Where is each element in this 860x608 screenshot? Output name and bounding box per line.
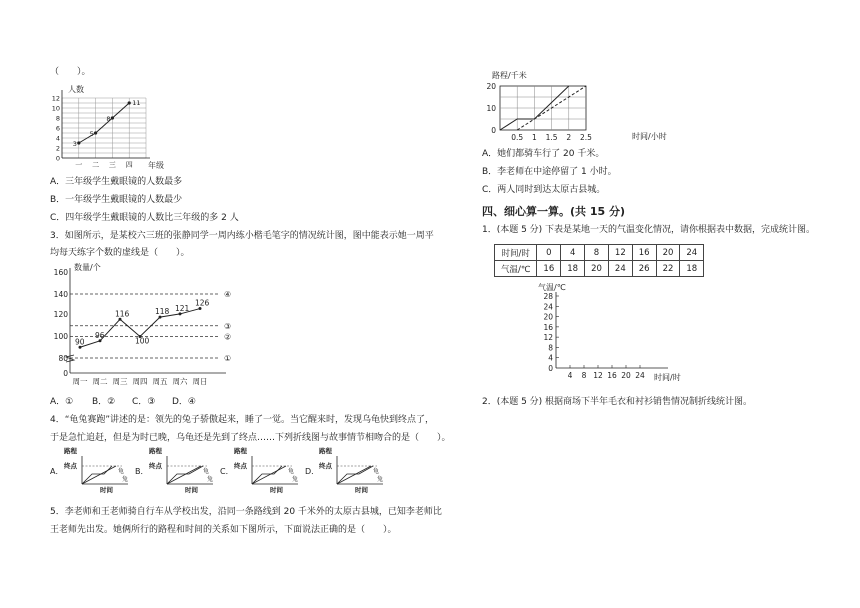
temperature-blank-chart bbox=[536, 282, 696, 382]
reference-line-label: ④ bbox=[224, 290, 232, 299]
x-tick-label: 三 bbox=[108, 161, 116, 169]
graph-xlabel: 时间 bbox=[355, 486, 368, 494]
data-point bbox=[94, 131, 97, 134]
y-tick-label: 0 bbox=[55, 154, 60, 163]
q5-option-a: A．她们都骑车行了 20 千米。 bbox=[482, 149, 605, 159]
x-tick-label: 一 bbox=[75, 161, 83, 169]
y-tick-label: 12 bbox=[543, 333, 553, 343]
y-tick-label: 6 bbox=[55, 124, 60, 133]
y-tick-label: 10 bbox=[486, 104, 496, 113]
x-tick-label: 周四 bbox=[132, 377, 148, 386]
q3-option-a: A．① bbox=[50, 397, 74, 407]
x-tick-label: 四 bbox=[125, 161, 133, 169]
q5-option-b: B．李老师在中途停留了 1 小时。 bbox=[482, 167, 617, 177]
s1-text: 1．(本题 5 分) 下表是某地一天的气温变化情况，请你根据表中数据，完成统计图。 bbox=[482, 225, 816, 235]
x-tick-label: 周一 bbox=[72, 377, 88, 386]
graph-end-label: 终点 bbox=[149, 462, 162, 470]
tortoise-label: 龟 bbox=[203, 468, 210, 475]
chart-xlabel: 年级 bbox=[148, 161, 164, 170]
grade-glasses-chart bbox=[50, 84, 180, 174]
q3-option-d: D．④ bbox=[172, 397, 196, 407]
graph-ylabel: 路程 bbox=[64, 447, 77, 455]
tortoise-label: 龟 bbox=[288, 468, 295, 475]
graph-xlabel: 时间 bbox=[185, 486, 198, 494]
x-tick-label: 8 bbox=[581, 371, 587, 380]
y-tick-label: 80 bbox=[58, 354, 68, 363]
hare-label: 兔 bbox=[122, 476, 129, 483]
x-tick-label: 周六 bbox=[172, 377, 188, 386]
x-tick-label: 24 bbox=[635, 371, 645, 380]
q3-text-line1: 3．如图所示，是某校六三班的张静同学一周内练小楷毛笔字的情况统计图，图中能表示她一周平 bbox=[50, 231, 434, 241]
y-tick-label: 140 bbox=[53, 290, 68, 299]
chart-xlabel: 时间/小时 bbox=[632, 132, 667, 141]
x-tick-label: 2.5 bbox=[580, 133, 592, 142]
reference-line-label: ③ bbox=[224, 321, 232, 331]
x-tick-label: 周二 bbox=[92, 377, 108, 386]
x-tick-label: 二 bbox=[92, 161, 100, 169]
x-tick-label: 12 bbox=[593, 371, 603, 380]
q3-option-c: C．③ bbox=[132, 397, 156, 407]
table-cell: 16 bbox=[632, 245, 656, 261]
chart-xlabel: 时间/时 bbox=[654, 373, 681, 382]
table-cell: 时间/时 bbox=[495, 245, 537, 261]
table-cell: 20 bbox=[585, 261, 609, 277]
y-tick-label: 20 bbox=[486, 82, 496, 91]
y-tick-label: 120 bbox=[53, 310, 68, 319]
hare-label: 兔 bbox=[207, 476, 214, 483]
section-title: 四、细心算一算。(共 15 分) bbox=[482, 205, 626, 218]
data-label: 126 bbox=[195, 298, 210, 308]
table-cell: 20 bbox=[656, 245, 680, 261]
data-label: 96 bbox=[95, 330, 105, 340]
table-cell: 26 bbox=[632, 261, 656, 277]
y-tick-label: 0 bbox=[491, 126, 496, 135]
x-tick-label: 0.5 bbox=[511, 133, 524, 142]
table-cell: 24 bbox=[680, 245, 704, 261]
data-point bbox=[77, 141, 80, 144]
q3-option-b: B．② bbox=[92, 397, 116, 407]
y-tick-label: 28 bbox=[543, 292, 553, 301]
table-cell: 18 bbox=[561, 261, 585, 277]
y-tick-label: 12 bbox=[51, 94, 60, 103]
tortoise-label: 龟 bbox=[373, 468, 380, 475]
data-label: 121 bbox=[175, 303, 190, 313]
s2-text: 2．(本题 5 分) 根据商场下半年毛衣和衬衫销售情况制折线统计图。 bbox=[482, 397, 753, 407]
y-tick-label: 4 bbox=[548, 353, 553, 363]
y-tick-label: 100 bbox=[53, 332, 68, 341]
q2-option-a: A．三年级学生戴眼镜的人数最多 bbox=[50, 177, 183, 187]
table-cell: 8 bbox=[585, 245, 609, 261]
data-label: 5 bbox=[89, 130, 94, 138]
q5-text-line2: 王老师先出发。她俩所行的路程和时间的关系如下图所示，下面说法正确的是（ ）。 bbox=[50, 525, 397, 535]
x-tick-label: 16 bbox=[607, 371, 617, 380]
x-tick-label: 周五 bbox=[152, 377, 168, 386]
x-tick-label: 周日 bbox=[192, 377, 208, 386]
chart-ylabel: 气温/℃ bbox=[538, 283, 566, 292]
graph-end-label: 终点 bbox=[234, 462, 247, 470]
tortoise-label: 龟 bbox=[118, 468, 125, 475]
tortoise-hare-graphs bbox=[50, 446, 390, 496]
y-tick-label: 160 bbox=[53, 268, 68, 277]
option-letter: C． bbox=[220, 467, 234, 476]
table-row bbox=[495, 245, 704, 261]
table-cell: 16 bbox=[537, 261, 561, 277]
reference-line-label: ① bbox=[224, 354, 232, 363]
y-tick-label: 2 bbox=[55, 144, 60, 153]
y-tick-label: 20 bbox=[543, 312, 553, 322]
table-cell: 22 bbox=[656, 261, 680, 277]
data-point bbox=[111, 116, 114, 119]
y-tick-label: 0 bbox=[548, 364, 553, 373]
data-label: 3 bbox=[72, 140, 77, 148]
data-label: 11 bbox=[132, 99, 141, 107]
q4-text-line1: 4．“龟兔赛跑”讲述的是：领先的兔子骄傲起来，睡了一觉。当它醒来时，发现乌龟快到终点了， bbox=[50, 415, 435, 425]
graph-end-label: 终点 bbox=[319, 462, 332, 470]
graph-end-label: 终点 bbox=[64, 462, 77, 470]
table-cell: 0 bbox=[537, 245, 561, 261]
table-cell: 18 bbox=[680, 261, 704, 277]
graph-ylabel: 路程 bbox=[319, 447, 332, 455]
q3-text-line2: 均每天练字个数的虚线是（ ）。 bbox=[50, 248, 190, 258]
option-letter: D． bbox=[305, 467, 320, 476]
weekly-practice-chart bbox=[50, 262, 240, 386]
y-tick-label: 24 bbox=[543, 302, 553, 312]
data-label: 90 bbox=[75, 337, 85, 347]
data-label: 100 bbox=[135, 336, 150, 346]
y-tick-label: 4 bbox=[55, 134, 60, 143]
chart-ylabel: 数量/个 bbox=[74, 263, 101, 272]
graph-ylabel: 路程 bbox=[149, 447, 162, 455]
table-row bbox=[495, 261, 704, 277]
graph-xlabel: 时间 bbox=[270, 486, 283, 494]
tortoise-line bbox=[82, 466, 116, 484]
table-cell: 气温/℃ bbox=[495, 261, 537, 277]
y-tick-label: 10 bbox=[51, 104, 60, 113]
data-label: 116 bbox=[115, 309, 130, 319]
q5-option-c: C．两人同时到达太原古县城。 bbox=[482, 185, 606, 195]
y-tick-label: 8 bbox=[55, 114, 60, 123]
temperature-table bbox=[494, 244, 704, 277]
x-tick-label: 1.5 bbox=[545, 133, 558, 142]
tortoise-line bbox=[167, 466, 201, 484]
data-label: 118 bbox=[155, 307, 170, 317]
chart-ylabel: 路程/千米 bbox=[492, 71, 527, 80]
graph-xlabel: 时间 bbox=[100, 486, 113, 494]
q4-text-line2: 于是急忙追赶，但是为时已晚，乌龟还是先到了终点……下列折线图与故事情节相吻合的是（ ）。 bbox=[50, 433, 451, 443]
reference-line-label: ② bbox=[224, 332, 232, 342]
data-point bbox=[128, 101, 131, 104]
table-cell: 24 bbox=[608, 261, 632, 277]
q2-option-b: B．一年级学生戴眼镜的人数最少 bbox=[50, 195, 183, 205]
x-tick-label: 周三 bbox=[112, 377, 128, 386]
q5-text-line1: 5．李老师和王老师骑自行车从学校出发，沿同一条路线到 20 千米外的太原古县城，已知李老师比 bbox=[50, 507, 442, 517]
y-tick-label: 8 bbox=[548, 343, 553, 353]
x-tick-label: 1 bbox=[532, 133, 537, 142]
chart-ylabel: 人数 bbox=[68, 85, 84, 94]
x-tick-label: 4 bbox=[567, 371, 573, 380]
table-cell: 12 bbox=[608, 245, 632, 261]
q1-answer-bracket: （ ）。 bbox=[50, 67, 91, 77]
tortoise-line bbox=[252, 466, 286, 484]
q2-option-c: C．四年级学生戴眼镜的人数比三年级的多 2 人 bbox=[50, 213, 239, 223]
table-cell: 4 bbox=[561, 245, 585, 261]
x-tick-label: 20 bbox=[621, 371, 631, 380]
option-letter: A． bbox=[50, 467, 64, 476]
y-tick-label: 0 bbox=[63, 369, 68, 378]
graph-ylabel: 路程 bbox=[234, 447, 247, 455]
right-column bbox=[440, 0, 860, 608]
tortoise-line bbox=[337, 466, 371, 484]
hare-label: 兔 bbox=[377, 476, 384, 483]
hare-label: 兔 bbox=[292, 476, 299, 483]
data-label: 8 bbox=[106, 115, 111, 123]
y-tick-label: 16 bbox=[543, 322, 553, 332]
distance-time-chart bbox=[482, 70, 682, 146]
option-letter: B． bbox=[135, 467, 149, 476]
x-tick-label: 2 bbox=[566, 133, 572, 142]
